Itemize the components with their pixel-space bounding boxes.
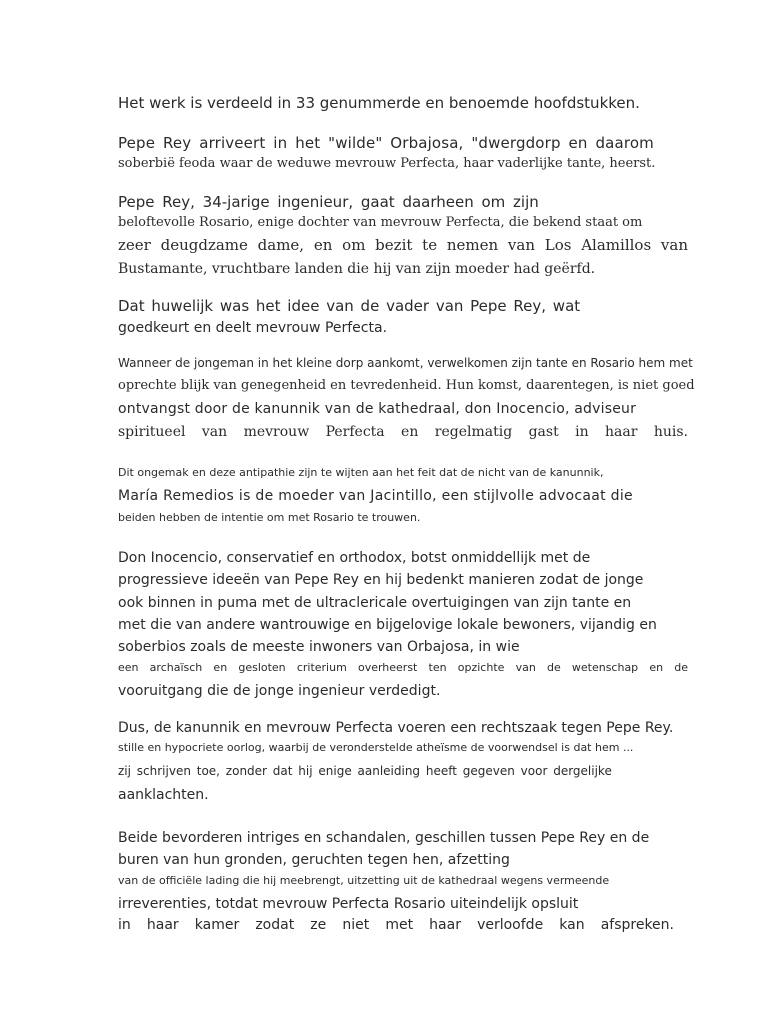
- text-line: soberbios zoals de meeste inwoners van Orbajosa, in wie: [118, 639, 520, 655]
- text-line: zij schrijven toe, zonder dat hij enige aanleiding heeft gegeven voor dergelijke: [118, 764, 612, 778]
- text-line: van de officiële lading die hij meebrengt, uitzetting uit de kathedraal wegens vermeende: [118, 874, 610, 887]
- text-line: aanklachten.: [118, 787, 209, 803]
- text-line: Dat huwelijk was het idee van de vader van Pepe Rey, wat: [118, 297, 581, 315]
- text-line: met die van andere wantrouwige en bijgelovige lokale bewoners, vijandig en: [118, 617, 657, 633]
- text-line: goedkeurt en deelt mevrouw Perfecta.: [118, 320, 388, 336]
- text-line: soberbië feoda waar de weduwe mevrouw Perfecta, haar vaderlijke tante, heerst.: [118, 156, 656, 171]
- text-line: Dus, de kanunnik en mevrouw Perfecta voeren een rechtszaak tegen Pepe Rey.: [118, 720, 674, 736]
- text-line: zeer deugdzame dame, en om bezit te nemen van Los Alamillos van: [118, 236, 688, 254]
- text-line: Beide bevorderen intriges en schandalen, geschillen tussen Pepe Rey en de: [118, 830, 650, 846]
- text-line: Pepe Rey, 34-jarige ingenieur, gaat daarheen om zijn: [118, 193, 539, 211]
- text-line: oprechte blijk van genegenheid en tevredenheid. Hun komst, daarentegen, is niet goed: [118, 378, 695, 393]
- text-line: een archaïsch en gesloten criterium overheerst ten opzichte van de wetenschap en de: [118, 661, 688, 674]
- text-line: ontvangst door de kanunnik van de kathedraal, don Inocencio, adviseur: [118, 401, 637, 417]
- text-line: beloftevolle Rosario, enige dochter van mevrouw Perfecta, die bekend staat om: [118, 215, 643, 230]
- text-line: Don Inocencio, conservatief en orthodox, botst onmiddellijk met de: [118, 550, 591, 566]
- text-line: irreverenties, totdat mevrouw Perfecta Rosario uiteindelijk opsluit: [118, 896, 579, 912]
- text-line: beiden hebben de intentie om met Rosario te trouwen.: [118, 511, 421, 524]
- text-line: Dit ongemak en deze antipathie zijn te wijten aan het feit dat de nicht van de kanunnik,: [118, 466, 604, 479]
- text-line: buren van hun gronden, geruchten tegen hen, afzetting: [118, 852, 510, 868]
- text-line: spiritueel van mevrouw Perfecta en regelmatig gast in haar huis.: [118, 424, 688, 440]
- text-line: stille en hypocriete oorlog, waarbij de veronderstelde atheïsme de voorwendsel is dat hem ...: [118, 741, 634, 754]
- text-line: progressieve ideeën van Pepe Rey en hij bedenkt manieren zodat de jonge: [118, 572, 644, 588]
- text-line: vooruitgang die de jonge ingenieur verdedigt.: [118, 683, 441, 699]
- text-line: in haar kamer zodat ze niet met haar verloofde kan afspreken.: [118, 917, 674, 933]
- text-line: ook binnen in puma met de ultraclericale overtuigingen van zijn tante en: [118, 595, 632, 611]
- text-line: María Remedios is de moeder van Jacintillo, een stijlvolle advocaat die: [118, 488, 633, 504]
- text-line: Wanneer de jongeman in het kleine dorp aankomt, verwelkomen zijn tante en Rosario hem met: [118, 356, 693, 370]
- text-line: Bustamante, vruchtbare landen die hij van zijn moeder had geërfd.: [118, 261, 596, 277]
- text-line: Het werk is verdeeld in 33 genummerde en benoemde hoofdstukken.: [118, 94, 640, 112]
- text-line: Pepe Rey arriveert in het "wilde" Orbajosa, "dwergdorp en daarom: [118, 134, 654, 152]
